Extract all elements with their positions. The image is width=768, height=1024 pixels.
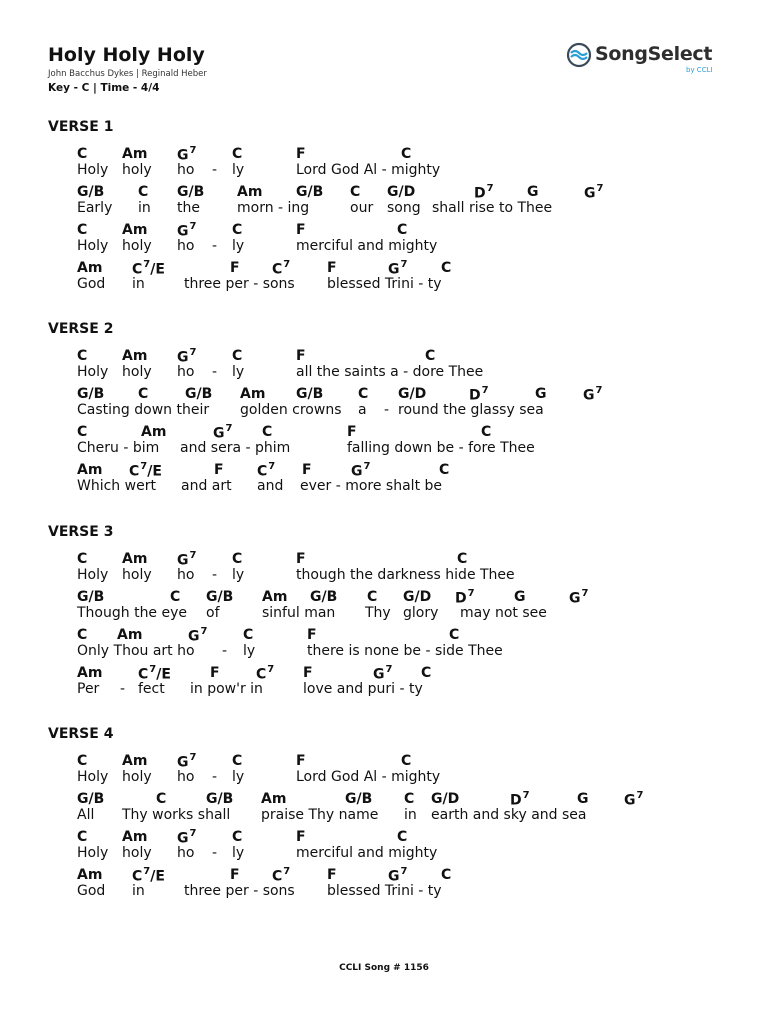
chord: $C^7/E$ bbox=[132, 866, 165, 885]
chord: F bbox=[296, 551, 306, 567]
chord: C bbox=[397, 222, 408, 238]
chord: $C^7/E$ bbox=[138, 664, 171, 683]
chord: C bbox=[350, 184, 361, 200]
chord: Am bbox=[122, 348, 148, 364]
lyric-fragment: love and puri - ty bbox=[303, 681, 423, 697]
chord: F bbox=[230, 867, 240, 883]
chord: F bbox=[296, 753, 306, 769]
chord: C bbox=[232, 222, 243, 238]
chord: C bbox=[77, 222, 88, 238]
chord: Am bbox=[122, 146, 148, 162]
ccli-song-number: CCLI Song # 1156 bbox=[339, 963, 429, 973]
chord: F bbox=[230, 260, 240, 276]
lyric-fragment: our bbox=[350, 200, 374, 216]
lyric-fragment: blessed Trini - ty bbox=[327, 276, 442, 292]
chord: G/B bbox=[296, 386, 324, 402]
lyric-fragment: Early bbox=[77, 200, 113, 216]
chord: F bbox=[347, 424, 357, 440]
lyric-fragment: - bbox=[384, 402, 390, 418]
lyric-fragment: and bbox=[257, 478, 284, 494]
chord: C bbox=[77, 424, 88, 440]
chord: Am bbox=[77, 867, 103, 883]
lyric-fragment: ly bbox=[232, 364, 245, 380]
chord: C bbox=[77, 551, 88, 567]
lyric-fragment: ho bbox=[177, 845, 195, 861]
lyric-fragment: falling down be - fore Thee bbox=[347, 440, 535, 456]
lyric-fragment: - bbox=[120, 681, 126, 697]
lyric-fragment: Per bbox=[77, 681, 100, 697]
lyric-fragment: praise Thy name bbox=[261, 807, 379, 823]
lyric-fragment: blessed Trini - ty bbox=[327, 883, 442, 899]
lyric-fragment: of bbox=[206, 605, 220, 621]
chord: C bbox=[449, 627, 460, 643]
lyric-fragment: in bbox=[132, 276, 145, 292]
chord: C bbox=[439, 462, 450, 478]
lyric-fragment: ho bbox=[177, 238, 195, 254]
chord: $C^7/E$ bbox=[129, 461, 162, 480]
lyric-fragment: three per - sons bbox=[184, 276, 295, 292]
lyric-fragment: Holy bbox=[77, 769, 109, 785]
chord: G/B bbox=[77, 386, 105, 402]
chord: $G^7$ bbox=[388, 866, 408, 885]
chord: C bbox=[401, 753, 412, 769]
lyric-fragment: God bbox=[77, 883, 106, 899]
lyric-fragment: shall rise to Thee bbox=[432, 200, 553, 216]
chord: $D^7$ bbox=[469, 385, 489, 404]
lyric-fragment: God bbox=[77, 276, 106, 292]
chord: G/B bbox=[185, 386, 213, 402]
chord: $G^7$ bbox=[213, 423, 233, 442]
lyric-fragment: golden crowns bbox=[240, 402, 342, 418]
lyric-fragment: merciful and mighty bbox=[296, 238, 438, 254]
chord: $G^7$ bbox=[177, 550, 197, 569]
chord: C bbox=[77, 829, 88, 845]
verse-label: VERSE 4 bbox=[48, 726, 114, 742]
chord: G/D bbox=[403, 589, 432, 605]
chord: C bbox=[232, 146, 243, 162]
chord: F bbox=[302, 462, 312, 478]
chord: G/B bbox=[177, 184, 205, 200]
chord: C bbox=[156, 791, 167, 807]
chord: Am bbox=[122, 829, 148, 845]
lyric-fragment: morn - ing bbox=[237, 200, 310, 216]
chord: Am bbox=[237, 184, 263, 200]
chord: C bbox=[138, 184, 149, 200]
chord: C bbox=[170, 589, 181, 605]
lyric-fragment: - bbox=[212, 769, 218, 785]
songselect-logo-sub: by CCLI bbox=[686, 66, 713, 74]
lyric-fragment: sinful man bbox=[262, 605, 336, 621]
chord: $G^7$ bbox=[177, 145, 197, 164]
lyric-fragment: three per - sons bbox=[184, 883, 295, 899]
chord: C bbox=[77, 627, 88, 643]
chord: C bbox=[457, 551, 468, 567]
chord: Am bbox=[117, 627, 143, 643]
chord: Am bbox=[262, 589, 288, 605]
chord: G/D bbox=[431, 791, 460, 807]
lyric-fragment: ho bbox=[177, 162, 195, 178]
chord: F bbox=[307, 627, 317, 643]
chord: C bbox=[232, 753, 243, 769]
chord: $G^7$ bbox=[584, 183, 604, 202]
lyric-fragment: - bbox=[222, 643, 228, 659]
lyric-fragment: holy bbox=[122, 845, 152, 861]
chord: C bbox=[138, 386, 149, 402]
lyric-fragment: in bbox=[138, 200, 151, 216]
chord: G/D bbox=[398, 386, 427, 402]
lyric-fragment: ever - more shalt be bbox=[300, 478, 443, 494]
chord: $C^7/E$ bbox=[132, 259, 165, 278]
lyric-fragment: glory bbox=[403, 605, 439, 621]
chord: $G^7$ bbox=[188, 626, 208, 645]
lyric-fragment: holy bbox=[122, 364, 152, 380]
chord: G/B bbox=[310, 589, 338, 605]
lyric-fragment: - bbox=[212, 162, 218, 178]
chord: G bbox=[577, 791, 589, 807]
chord: C bbox=[481, 424, 492, 440]
chord: C bbox=[441, 867, 452, 883]
song-title: Holy Holy Holy bbox=[48, 44, 205, 66]
chord: G/B bbox=[345, 791, 373, 807]
lyric-fragment: ly bbox=[232, 162, 245, 178]
chord: C bbox=[232, 348, 243, 364]
lyric-fragment: round the glassy sea bbox=[398, 402, 544, 418]
chord: F bbox=[296, 146, 306, 162]
chord: G bbox=[527, 184, 539, 200]
lyric-fragment: ly bbox=[232, 567, 245, 583]
chord: G/B bbox=[77, 589, 105, 605]
chord: C bbox=[232, 551, 243, 567]
lyric-fragment: Thy works shall bbox=[122, 807, 231, 823]
lyric-fragment: ho bbox=[177, 364, 195, 380]
lyric-fragment: all the saints a - dore Thee bbox=[296, 364, 484, 380]
chord: C bbox=[404, 791, 415, 807]
chord: $G^7$ bbox=[388, 259, 408, 278]
verse-label: VERSE 3 bbox=[48, 524, 114, 540]
chord: C bbox=[77, 146, 88, 162]
chord: G/B bbox=[296, 184, 324, 200]
chord: C bbox=[358, 386, 369, 402]
lyric-fragment: - bbox=[212, 238, 218, 254]
lyric-fragment: fect bbox=[138, 681, 165, 697]
lyric-fragment: holy bbox=[122, 162, 152, 178]
chord: $C^7$ bbox=[272, 259, 291, 278]
lyric-fragment: Holy bbox=[77, 845, 109, 861]
chord: Am bbox=[122, 753, 148, 769]
lyric-fragment: Holy bbox=[77, 364, 109, 380]
chord: G/B bbox=[77, 184, 105, 200]
lyric-fragment: ly bbox=[232, 238, 245, 254]
song-authors: John Bacchus Dykes | Reginald Heber bbox=[48, 69, 207, 79]
chord: C bbox=[77, 753, 88, 769]
chord: Am bbox=[240, 386, 266, 402]
chord: Am bbox=[141, 424, 167, 440]
lyric-fragment: there is none be - side Thee bbox=[307, 643, 503, 659]
key-time-info: Key - C | Time - 4/4 bbox=[48, 82, 160, 94]
chord: Am bbox=[77, 462, 103, 478]
chord: G/B bbox=[206, 589, 234, 605]
chord: C bbox=[441, 260, 452, 276]
lyric-fragment: holy bbox=[122, 769, 152, 785]
chord: Am bbox=[261, 791, 287, 807]
lyric-fragment: may not see bbox=[460, 605, 547, 621]
chord: G/B bbox=[77, 791, 105, 807]
chord: C bbox=[367, 589, 378, 605]
verse-label: VERSE 2 bbox=[48, 321, 114, 337]
chord: Am bbox=[122, 222, 148, 238]
lyric-fragment: Lord God Al - mighty bbox=[296, 162, 441, 178]
lyric-fragment: Holy bbox=[77, 238, 109, 254]
chord: Am bbox=[77, 260, 103, 276]
chord: F bbox=[303, 665, 313, 681]
chord: G/B bbox=[206, 791, 234, 807]
lyric-fragment: a bbox=[358, 402, 367, 418]
chord: F bbox=[296, 829, 306, 845]
lyric-fragment: - bbox=[212, 567, 218, 583]
lyric-fragment: Holy bbox=[77, 162, 109, 178]
chord: $C^7$ bbox=[256, 664, 275, 683]
chord: $D^7$ bbox=[455, 588, 475, 607]
songselect-logo-text: SongSelect bbox=[595, 43, 713, 65]
chord: $G^7$ bbox=[373, 664, 393, 683]
chord: F bbox=[327, 260, 337, 276]
lyric-fragment: Which wert bbox=[77, 478, 156, 494]
lyric-fragment: - bbox=[212, 364, 218, 380]
chord: $G^7$ bbox=[624, 790, 644, 809]
chord: $G^7$ bbox=[583, 385, 603, 404]
songselect-logo-icon bbox=[566, 42, 592, 68]
chord: $G^7$ bbox=[177, 752, 197, 771]
lyric-fragment: All bbox=[77, 807, 95, 823]
chord: Am bbox=[77, 665, 103, 681]
lyric-fragment: ly bbox=[232, 769, 245, 785]
lyric-fragment: Casting down their bbox=[77, 402, 210, 418]
lyric-fragment: holy bbox=[122, 567, 152, 583]
chord: $G^7$ bbox=[177, 828, 197, 847]
lyric-fragment: holy bbox=[122, 238, 152, 254]
chord: $G^7$ bbox=[177, 347, 197, 366]
lyric-fragment: Thy bbox=[365, 605, 391, 621]
verse-label: VERSE 1 bbox=[48, 119, 114, 135]
lyric-fragment: ho bbox=[177, 769, 195, 785]
chord: C bbox=[262, 424, 273, 440]
lyric-fragment: in bbox=[132, 883, 145, 899]
lyric-fragment: in bbox=[404, 807, 417, 823]
chord: F bbox=[210, 665, 220, 681]
chord: F bbox=[296, 222, 306, 238]
lyric-fragment: and art bbox=[181, 478, 232, 494]
chord: $D^7$ bbox=[510, 790, 530, 809]
lyric-fragment: Though the eye bbox=[77, 605, 188, 621]
chord: Am bbox=[122, 551, 148, 567]
lyric-fragment: - bbox=[212, 845, 218, 861]
chord: $C^7$ bbox=[272, 866, 291, 885]
lyric-fragment: merciful and mighty bbox=[296, 845, 438, 861]
lyric-fragment: the bbox=[177, 200, 200, 216]
chord: G bbox=[514, 589, 526, 605]
chord: $C^7$ bbox=[257, 461, 276, 480]
lyric-fragment: in pow'r in bbox=[190, 681, 263, 697]
chord: $G^7$ bbox=[569, 588, 589, 607]
chord: C bbox=[232, 829, 243, 845]
lyric-fragment: and sera - phim bbox=[180, 440, 291, 456]
chord: C bbox=[401, 146, 412, 162]
lyric-fragment: Only Thou art ho bbox=[77, 643, 195, 659]
lyric-fragment: though the darkness hide Thee bbox=[296, 567, 515, 583]
chord: C bbox=[77, 348, 88, 364]
lyric-fragment: earth and sky and sea bbox=[431, 807, 587, 823]
lyric-fragment: Lord God Al - mighty bbox=[296, 769, 441, 785]
chord: $D^7$ bbox=[474, 183, 494, 202]
chord: C bbox=[425, 348, 436, 364]
chord: G bbox=[535, 386, 547, 402]
lyric-fragment: song bbox=[387, 200, 421, 216]
lyric-fragment: ho bbox=[177, 567, 195, 583]
chord: $G^7$ bbox=[351, 461, 371, 480]
chord: $G^7$ bbox=[177, 221, 197, 240]
lyric-fragment: ly bbox=[243, 643, 256, 659]
chord: C bbox=[397, 829, 408, 845]
lyric-fragment: Holy bbox=[77, 567, 109, 583]
songselect-logo bbox=[566, 40, 726, 76]
chord: F bbox=[327, 867, 337, 883]
lyric-fragment: Cheru - bim bbox=[77, 440, 160, 456]
chord: G/D bbox=[387, 184, 416, 200]
chord: F bbox=[296, 348, 306, 364]
chord: F bbox=[214, 462, 224, 478]
chord: C bbox=[243, 627, 254, 643]
chord: C bbox=[421, 665, 432, 681]
lyric-fragment: ly bbox=[232, 845, 245, 861]
